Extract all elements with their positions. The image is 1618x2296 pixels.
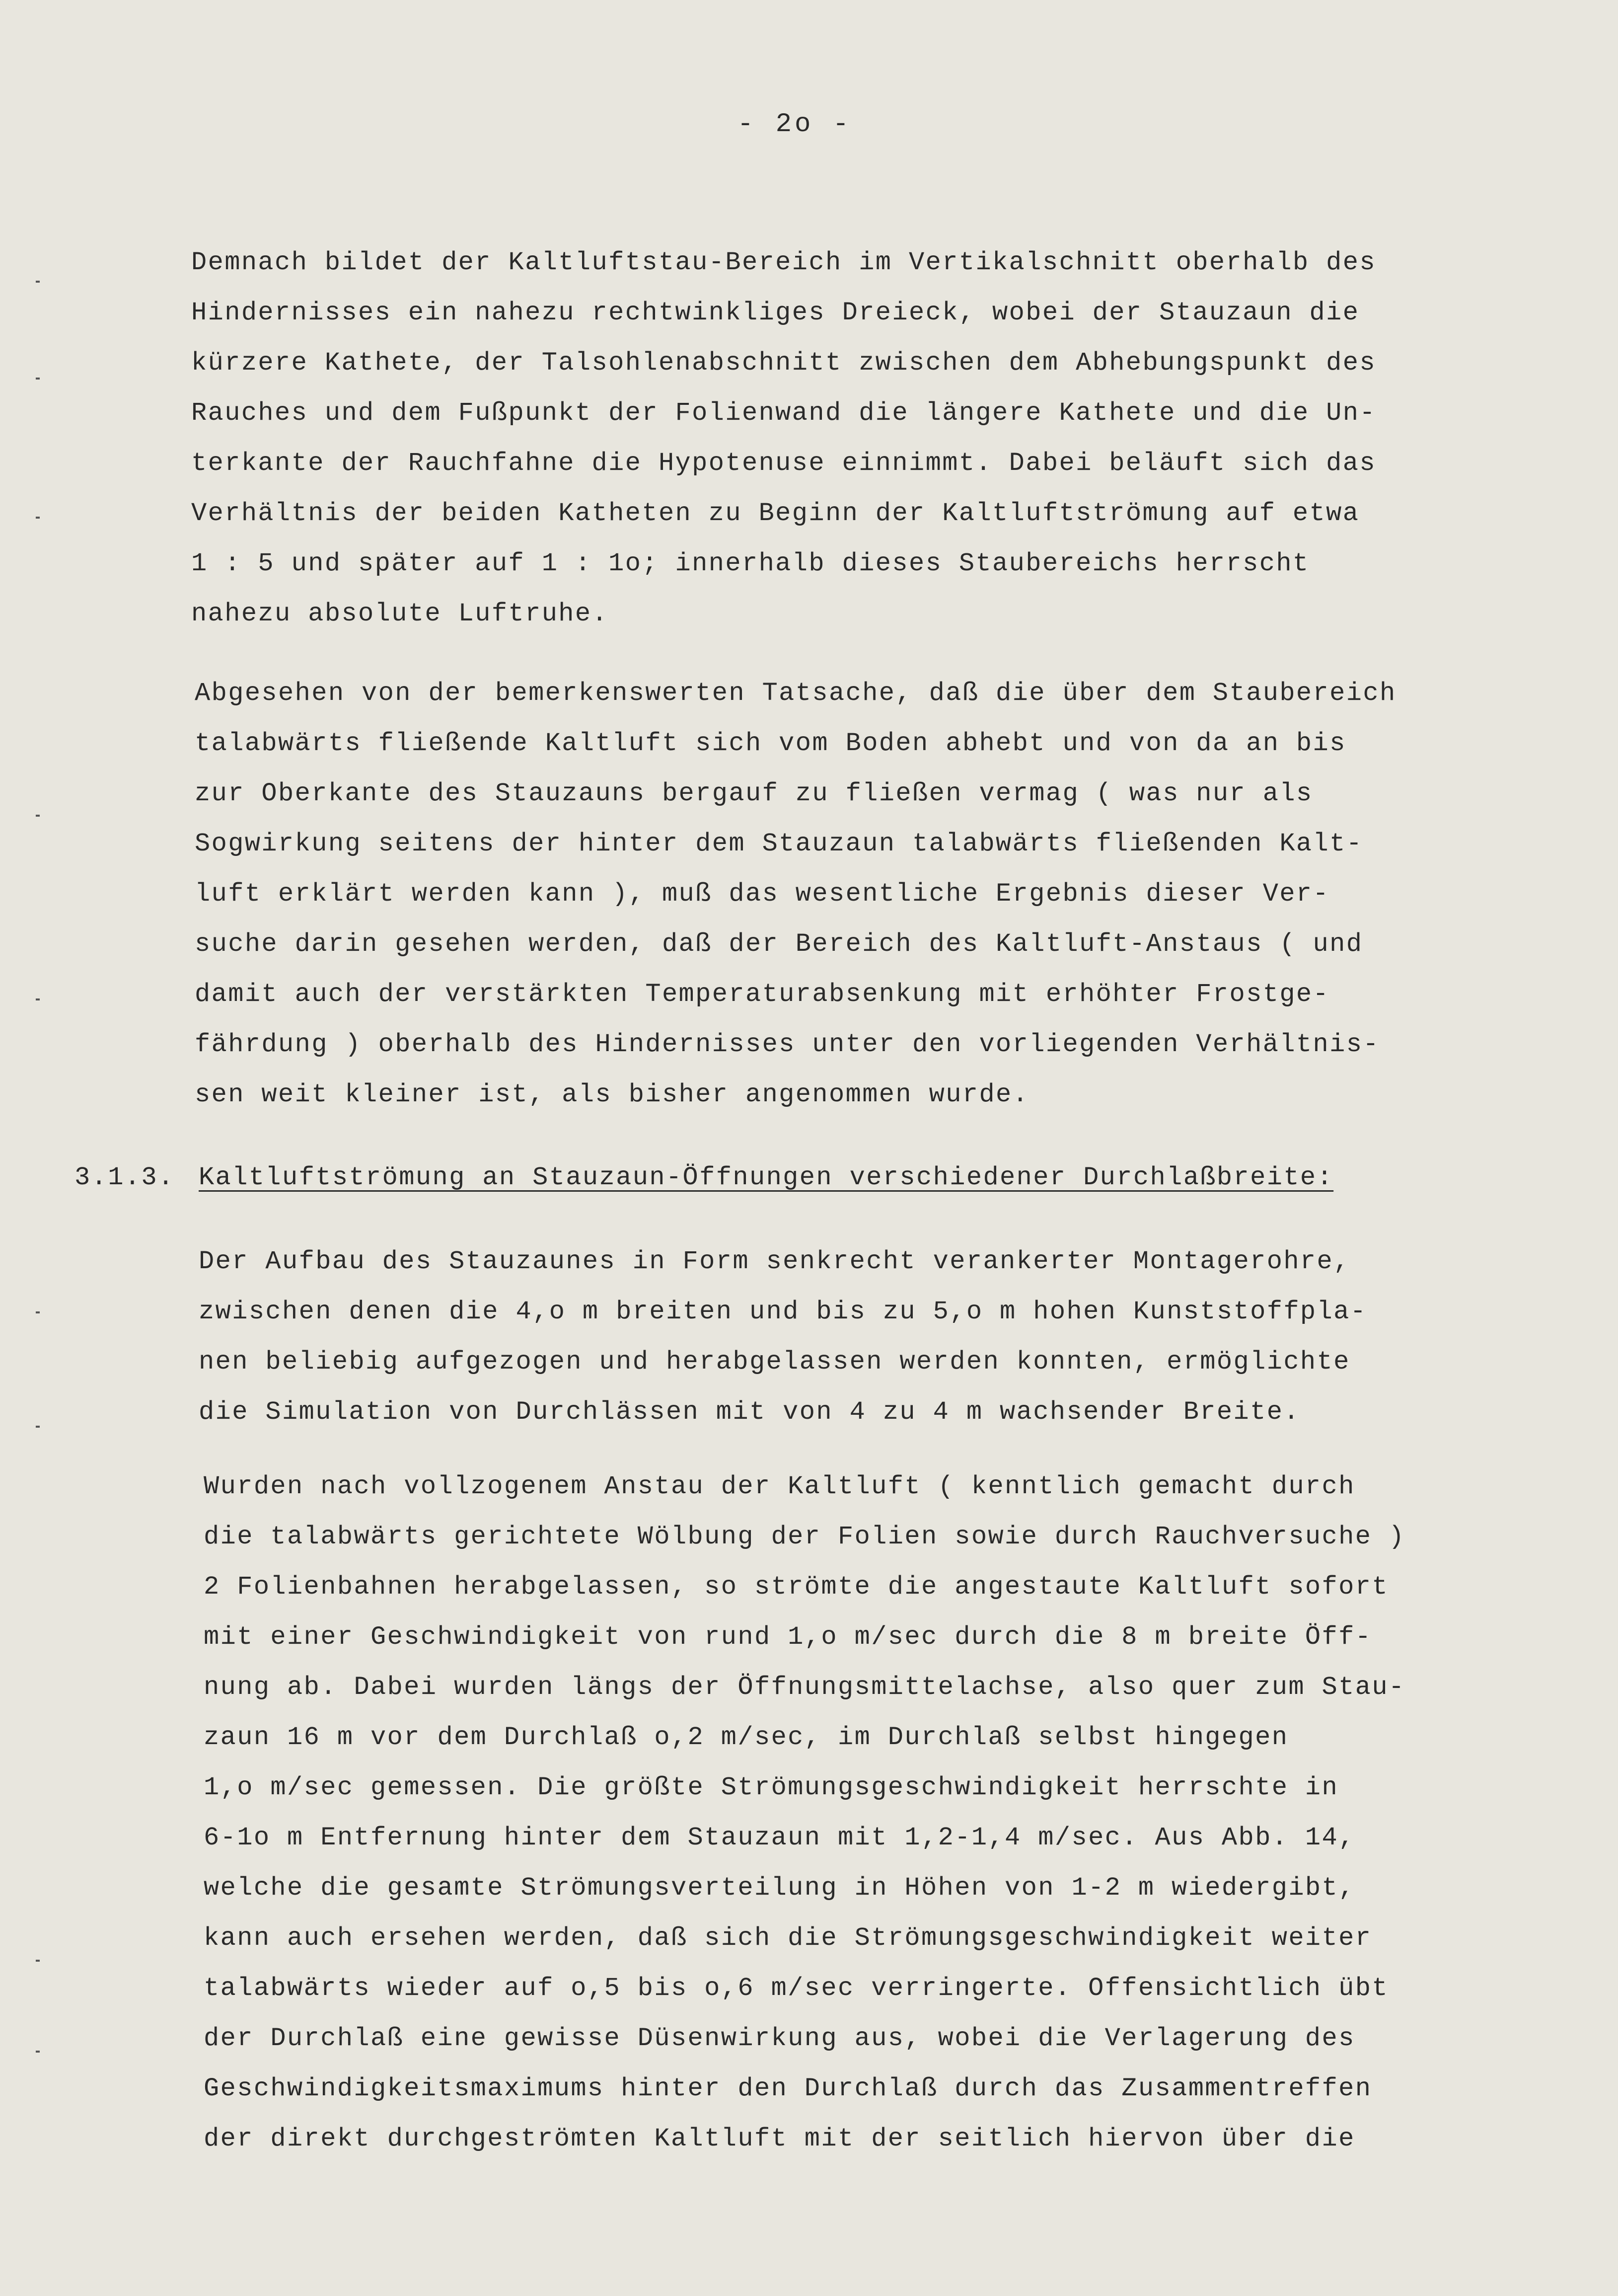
text-line: kürzere Kathete, der Talsohlenabschnitt zwischen dem Abhebungspunkt des: [191, 348, 1376, 378]
text-line: Abgesehen von der bemerkenswerten Tatsache, daß die über dem Staubereich: [195, 679, 1397, 708]
text-line: terkante der Rauchfahne die Hypotenuse einnimmt. Dabei beläuft sich das: [191, 449, 1376, 478]
text-line: zur Oberkante des Stauzauns bergauf zu fließen vermag ( was nur als: [195, 779, 1313, 808]
text-line: Geschwindigkeitsmaximums hinter den Durchlaß durch das Zusammentreffen: [204, 2074, 1372, 2103]
margin-mark: [36, 1311, 40, 1313]
margin-mark: [36, 281, 40, 283]
margin-mark: [36, 815, 40, 817]
text-line: luft erklärt werden kann ), muß das wesentliche Ergebnis dieser Ver-: [195, 879, 1330, 909]
text-line: der direkt durchgeströmten Kaltluft mit der seitlich hiervon über die: [204, 2124, 1355, 2153]
text-line: Demnach bildet der Kaltluftstau-Bereich im Vertikalschnitt oberhalb des: [191, 248, 1376, 277]
text-line: 6-1o m Entfernung hinter dem Stauzaun mit 1,2-1,4 m/sec. Aus Abb. 14,: [204, 1823, 1355, 1852]
text-line: Wurden nach vollzogenem Anstau der Kaltluft ( kenntlich gemacht durch: [204, 1472, 1355, 1501]
margin-mark: [36, 2051, 40, 2053]
text-line: zwischen denen die 4,o m breiten und bis zu 5,o m hohen Kunststoffpla-: [199, 1297, 1367, 1326]
text-line: 1,o m/sec gemessen. Die größte Strömungsgeschwindigkeit herrschte in: [204, 1773, 1339, 1802]
text-line: Der Aufbau des Stauzaunes in Form senkrecht verankerter Montagerohre,: [199, 1247, 1350, 1276]
section-heading: [74, 1152, 1515, 1203]
text-line: Hindernisses ein nahezu rechtwinkliges Dreieck, wobei der Stauzaun die: [191, 298, 1360, 327]
text-line: talabwärts fließende Kaltluft sich vom Boden abhebt und von da an bis: [195, 729, 1346, 758]
section-number: 3.1.3.: [74, 1163, 175, 1192]
text-line: die Simulation von Durchlässen mit von 4 zu 4 m wachsender Breite.: [199, 1397, 1300, 1427]
text-line: Verhältnis der beiden Katheten zu Beginn der Kaltluftströmung auf etwa: [191, 499, 1360, 528]
paragraph-kaltluftstau: [191, 237, 1532, 639]
margin-mark: [36, 998, 40, 1000]
margin-mark: [36, 517, 40, 519]
text-line: nahezu absolute Luftruhe.: [191, 599, 609, 628]
margin-mark: [36, 1426, 40, 1428]
text-line: talabwärts wieder auf o,5 bis o,6 m/sec verringerte. Offensichtlich übt: [204, 1974, 1389, 2003]
text-line: Rauches und dem Fußpunkt der Folienwand die längere Kathete und die Un-: [191, 398, 1376, 428]
text-line: der Durchlaß eine gewisse Düsenwirkung aus, wobei die Verlagerung des: [204, 2024, 1355, 2053]
paragraph-ergebnis: [195, 668, 1536, 1120]
text-line: suche darin gesehen werden, daß der Bereich des Kaltluft-Anstaus ( und: [195, 929, 1363, 959]
text-line: damit auch der verstärkten Temperaturabsenkung mit erhöhter Frostge-: [195, 980, 1330, 1009]
text-line: nen beliebig aufgezogen und herabgelassen werden konnten, ermöglichte: [199, 1347, 1350, 1377]
text-line: zaun 16 m vor dem Durchlaß o,2 m/sec, im Durchlaß selbst hingegen: [204, 1723, 1289, 1752]
text-line: Sogwirkung seitens der hinter dem Stauzaun talabwärts fließenden Kalt-: [195, 829, 1363, 858]
paragraph-folienbahnen: [204, 1461, 1544, 2164]
paragraph-aufbau: [199, 1236, 1540, 1437]
margin-mark: [36, 1960, 40, 1962]
text-line: 2 Folienbahnen herabgelassen, so strömte die angestaute Kaltluft sofort: [204, 1572, 1389, 1602]
text-line: nung ab. Dabei wurden längs der Öffnungsmittelachse, also quer zum Stau-: [204, 1673, 1405, 1702]
section-title: Kaltluftströmung an Stauzaun-Öffnungen verschiedener Durchlaßbreite:: [199, 1163, 1334, 1192]
text-line: die talabwärts gerichtete Wölbung der Folien sowie durch Rauchversuche ): [204, 1522, 1405, 1551]
text-line: mit einer Geschwindigkeit von rund 1,o m/sec durch die 8 m breite Öff-: [204, 1622, 1372, 1652]
text-line: 1 : 5 und später auf 1 : 1o; innerhalb dieses Staubereichs herrscht: [191, 549, 1310, 578]
margin-mark: [36, 378, 40, 380]
page-number: - 2o -: [737, 109, 852, 140]
text-line: kann auch ersehen werden, daß sich die Strömungsgeschwindigkeit weiter: [204, 1923, 1372, 1953]
text-line: welche die gesamte Strömungsverteilung in Höhen von 1-2 m wiedergibt,: [204, 1873, 1355, 1903]
text-line: sen weit kleiner ist, als bisher angenommen wurde.: [195, 1080, 1030, 1109]
text-line: fährdung ) oberhalb des Hindernisses unter den vorliegenden Verhältnis-: [195, 1030, 1380, 1059]
